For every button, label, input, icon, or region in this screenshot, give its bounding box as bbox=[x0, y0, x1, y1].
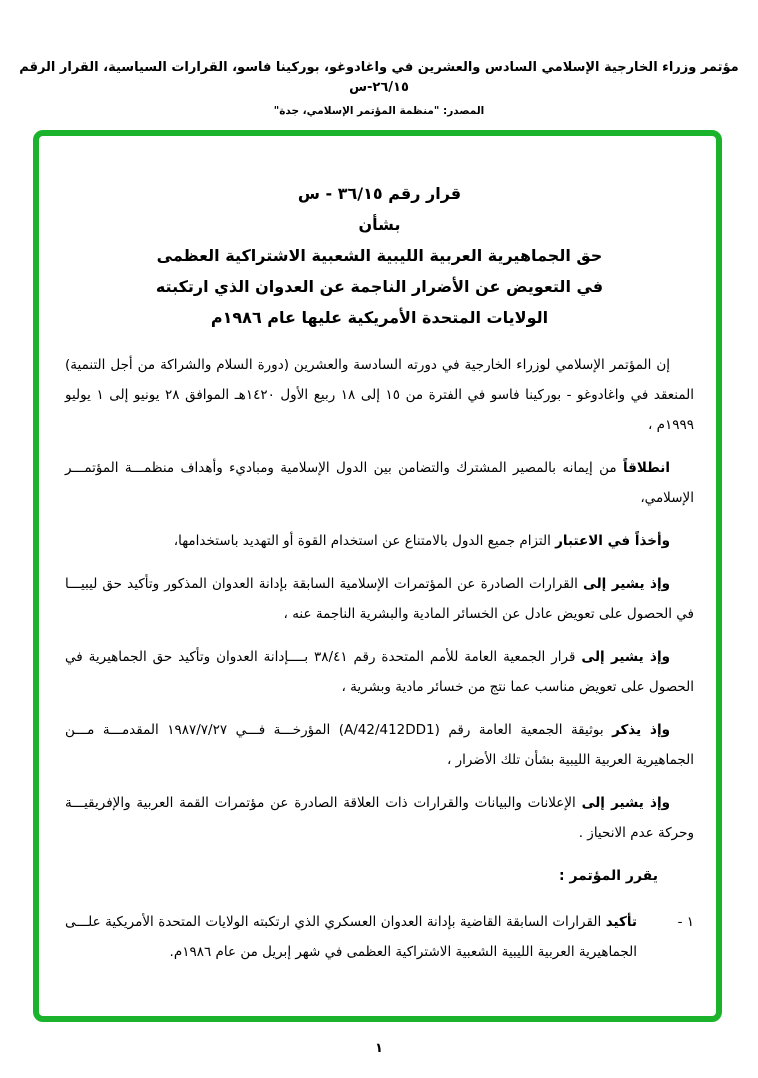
decision-heading: يقرر المؤتمر : bbox=[558, 868, 658, 884]
paragraph-recalling-oic-resolutions bbox=[65, 569, 694, 629]
paragraph-lead: وإذ يشير إلى bbox=[582, 576, 671, 592]
document-header-citation: مؤتمر وزراء الخارجية الإسلامي السادس والعشرين في واغادوغو، بوركينا فاسو، القرارات السياسية، القرار الرقم ٢٦/١٥-س bbox=[19, 60, 739, 95]
item-number: ١ - bbox=[677, 914, 694, 930]
paragraph-lead: وأخذاً في الاعتبار bbox=[555, 533, 670, 549]
document-source-line: المصدر: "منظمة المؤتمر الإسلامي، جدة" bbox=[273, 105, 485, 117]
item-text bbox=[65, 907, 637, 967]
resolution-item-1 bbox=[65, 907, 694, 967]
page-number: ١ bbox=[375, 1041, 383, 1056]
title-regarding-line: بشأن bbox=[358, 215, 401, 234]
paragraph-proceeding-from bbox=[65, 453, 694, 513]
paragraph-lead: وإذ يشير إلى bbox=[581, 649, 670, 665]
paragraph-lead: وإذ يشير إلى bbox=[581, 795, 670, 811]
paragraph-recalling-unga-resolution bbox=[65, 642, 694, 702]
paragraph-lead: وإذ يذكر bbox=[612, 722, 671, 738]
paragraph-taking-into-account bbox=[65, 526, 694, 556]
paragraph-lead: انطلاقاً bbox=[622, 460, 670, 476]
paragraph-referring-declarations bbox=[65, 788, 694, 848]
paragraph-text: قرار الجمعية العامة للأمم المتحدة رقم ٣٨/٤١ بــــإدانة العدوان وتأكيد حق الجماهيرية في الحصول على تعويض مناسب عما نتج من خسائر مادية وبشرية ، bbox=[65, 649, 694, 695]
paragraph-text: الإعلانات والبيانات والقرارات ذات العلاقة الصادرة عن مؤتمرات القمة العربية والإفريقيـــة وحركة عدم الانحياز . bbox=[65, 795, 694, 841]
resolution-number-line: قرار رقم ٣٦/١٥ - س bbox=[297, 184, 462, 203]
item-lead: تأكيد bbox=[605, 914, 637, 930]
title-subject-line-2: في التعويض عن الأضرار الناجمة عن العدوان الذي ارتكبته bbox=[155, 277, 604, 296]
paragraph-text: القرارات الصادرة عن المؤتمرات الإسلامية السابقة بإدانة العدوان المذكور وتأكيد حق ليبيـــا في الحصول على تعويض عادل عن الخسائر المادية والبشرية الناجمة عنه ، bbox=[65, 576, 694, 622]
paragraph-text: إن المؤتمر الإسلامي لوزراء الخارجية في دورته السادسة والعشرين (دورة السلام والشراكة من أجل التنمية) المنعقد في واغادوغو - بوركينا فاسو في الفترة من ١٥ إلى ١٨ ربيع الأول ١٤٢٠هـ الموافق ٢٨ يونيو إلى ١ يوليو ١٩٩٩م ، bbox=[65, 357, 695, 433]
item-body: القرارات السابقة القاضية بإدانة العدوان العسكري الذي ارتكبته الولايات المتحدة الأمريكية علـــى الجماهيرية العربية الليبية الشعبية الاشتراكية العظمى في شهر إبريل من عام ١٩٨٦م. bbox=[65, 914, 637, 960]
paragraph-preamble bbox=[65, 350, 694, 440]
paragraph-text: من إيمانه بالمصير المشترك والتضامن بين الدول الإسلامية ومباديء وأهداف منظمـــة المؤتمـــر الإسلامي، bbox=[65, 460, 694, 506]
paragraph-recalling-unga-document bbox=[65, 715, 694, 775]
title-subject-line-3: الولايات المتحدة الأمريكية عليها عام ١٩٨٦م bbox=[210, 308, 549, 327]
resolution-title-block bbox=[65, 178, 694, 333]
green-border-frame bbox=[33, 130, 722, 1022]
title-subject-line-1: حق الجماهيرية العربية الليبية الشعبية الاشتراكية العظمى bbox=[156, 246, 603, 265]
paragraph-text: بوثيقة الجمعية العامة رقم (A/42/412DD1) المؤرخـــة فـــي ١٩٨٧/٧/٢٧ المقدمـــة مـــن الجماهيرية العربية الليبية بشأن تلك الأضرار ، bbox=[65, 722, 694, 768]
paragraph-text: التزام جميع الدول بالامتناع عن استخدام القوة أو التهديد باستخدامها، bbox=[173, 533, 556, 549]
